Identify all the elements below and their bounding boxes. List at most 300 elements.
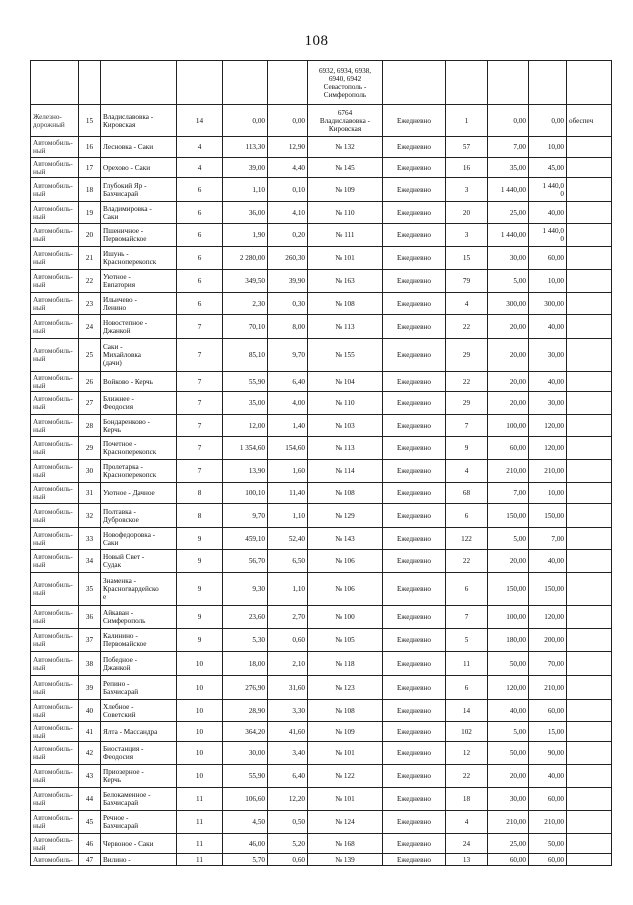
distance-cell: 10: [177, 676, 223, 700]
route-name-cell: Ближнее - Феодосия: [101, 392, 177, 415]
count-cell: 1: [446, 105, 488, 137]
count-cell: 12: [446, 742, 488, 765]
note-cell: [567, 765, 612, 788]
total-cell: 40,00: [529, 202, 567, 224]
passengers-cell: 8,00: [268, 315, 308, 339]
table-row: [31, 606, 612, 629]
note-cell: [567, 270, 612, 293]
table-row: [31, 854, 612, 866]
count-cell: 22: [446, 550, 488, 573]
table-row: [31, 270, 612, 293]
transport-type-cell: Автомобиль- ный: [31, 676, 79, 700]
fare-cell: 180,00: [488, 629, 529, 652]
cost-cell: 2 280,00: [223, 247, 268, 270]
count-cell: 16: [446, 158, 488, 178]
total-cell: 150,00: [529, 504, 567, 528]
frequency-cell: Ежедневно: [383, 224, 446, 247]
distance-cell: 10: [177, 765, 223, 788]
trip-number-cell: № 129: [308, 504, 383, 528]
passengers-cell: 9,70: [268, 339, 308, 372]
total-cell: 45,00: [529, 158, 567, 178]
cost-cell: 100,10: [223, 483, 268, 504]
total-cell: 200,00: [529, 629, 567, 652]
passengers-cell: [268, 61, 308, 105]
route-number-cell: 38: [79, 652, 101, 676]
passengers-cell: 4,00: [268, 392, 308, 415]
passengers-cell: 2,10: [268, 652, 308, 676]
cost-cell: 276,90: [223, 676, 268, 700]
note-cell: [567, 788, 612, 811]
route-number-cell: 44: [79, 788, 101, 811]
route-name-cell: Ильичево - Ленино: [101, 293, 177, 315]
passengers-cell: 0,20: [268, 224, 308, 247]
trip-number-cell: № 110: [308, 202, 383, 224]
total-cell: 1 440,0 0: [529, 178, 567, 202]
distance-cell: 7: [177, 339, 223, 372]
passengers-cell: 11,40: [268, 483, 308, 504]
note-cell: [567, 550, 612, 573]
route-name-cell: Новый Свет - Судак: [101, 550, 177, 573]
table-row: [31, 415, 612, 437]
cost-cell: 459,10: [223, 528, 268, 550]
transport-type-cell: Автомобиль- ный: [31, 202, 79, 224]
fare-cell: 20,00: [488, 765, 529, 788]
transport-type-cell: Автомобиль- ный: [31, 652, 79, 676]
frequency-cell: [383, 61, 446, 105]
frequency-cell: Ежедневно: [383, 392, 446, 415]
table-row: [31, 293, 612, 315]
note-cell: [567, 437, 612, 460]
route-name-cell: Биостанция - Феодосия: [101, 742, 177, 765]
transport-type-cell: Автомобиль- ный: [31, 504, 79, 528]
passengers-cell: 4,10: [268, 202, 308, 224]
route-number-cell: 37: [79, 629, 101, 652]
route-name-cell: Войково - Керчь: [101, 372, 177, 392]
trip-number-cell: № 101: [308, 788, 383, 811]
frequency-cell: Ежедневно: [383, 247, 446, 270]
total-cell: 50,00: [529, 834, 567, 854]
note-cell: обеспеч: [567, 105, 612, 137]
distance-cell: 10: [177, 700, 223, 722]
note-cell: [567, 415, 612, 437]
trip-number-cell: № 105: [308, 629, 383, 652]
count-cell: 6: [446, 573, 488, 606]
total-cell: 60,00: [529, 247, 567, 270]
cost-cell: 4,50: [223, 811, 268, 834]
fare-cell: [488, 61, 529, 105]
note-cell: [567, 722, 612, 742]
route-name-cell: Полтавка - Дубровское: [101, 504, 177, 528]
frequency-cell: Ежедневно: [383, 550, 446, 573]
route-name-cell: Хлебное - Советский: [101, 700, 177, 722]
passengers-cell: 260,30: [268, 247, 308, 270]
total-cell: 40,00: [529, 372, 567, 392]
route-number-cell: 24: [79, 315, 101, 339]
passengers-cell: 0,30: [268, 293, 308, 315]
fare-cell: 7,00: [488, 483, 529, 504]
routes-table-body: [31, 61, 612, 866]
frequency-cell: Ежедневно: [383, 742, 446, 765]
frequency-cell: Ежедневно: [383, 652, 446, 676]
count-cell: 29: [446, 392, 488, 415]
route-name-cell: Белокаменное - Бахчисарай: [101, 788, 177, 811]
note-cell: [567, 224, 612, 247]
frequency-cell: Ежедневно: [383, 483, 446, 504]
table-row: [31, 722, 612, 742]
trip-number-cell: № 111: [308, 224, 383, 247]
transport-type-cell: Автомобиль- ный: [31, 629, 79, 652]
route-number-cell: 16: [79, 137, 101, 158]
note-cell: [567, 854, 612, 866]
note-cell: [567, 573, 612, 606]
passengers-cell: 12,90: [268, 137, 308, 158]
cost-cell: 23,60: [223, 606, 268, 629]
trip-number-cell: № 100: [308, 606, 383, 629]
route-number-cell: 17: [79, 158, 101, 178]
fare-cell: 100,00: [488, 415, 529, 437]
fare-cell: 50,00: [488, 742, 529, 765]
note-cell: [567, 700, 612, 722]
cost-cell: 30,00: [223, 742, 268, 765]
distance-cell: 4: [177, 137, 223, 158]
route-name-cell: Почетное - Красноперекопск: [101, 437, 177, 460]
route-name-cell: Орехово - Саки: [101, 158, 177, 178]
fare-cell: 5,00: [488, 528, 529, 550]
count-cell: 24: [446, 834, 488, 854]
route-name-cell: Айкаван - Симферополь: [101, 606, 177, 629]
route-number-cell: 27: [79, 392, 101, 415]
total-cell: 10,00: [529, 270, 567, 293]
transport-type-cell: Автомобиль- ный: [31, 339, 79, 372]
transport-type-cell: Автомобиль- ный: [31, 573, 79, 606]
page-number: 108: [304, 33, 329, 49]
passengers-cell: 1,10: [268, 573, 308, 606]
trip-number-cell: № 113: [308, 315, 383, 339]
count-cell: 22: [446, 372, 488, 392]
distance-cell: 7: [177, 315, 223, 339]
count-cell: 18: [446, 788, 488, 811]
count-cell: 102: [446, 722, 488, 742]
distance-cell: 10: [177, 652, 223, 676]
distance-cell: 11: [177, 788, 223, 811]
transport-type-cell: [31, 61, 79, 105]
note-cell: [567, 61, 612, 105]
trip-number-cell: № 101: [308, 742, 383, 765]
passengers-cell: 154,60: [268, 437, 308, 460]
distance-cell: 7: [177, 372, 223, 392]
transport-type-cell: Автомобиль- ный: [31, 700, 79, 722]
note-cell: [567, 372, 612, 392]
fare-cell: 20,00: [488, 315, 529, 339]
table-row: [31, 105, 612, 137]
cost-cell: 1,90: [223, 224, 268, 247]
distance-cell: 6: [177, 202, 223, 224]
fare-cell: 0,00: [488, 105, 529, 137]
passengers-cell: 39,90: [268, 270, 308, 293]
route-number-cell: 42: [79, 742, 101, 765]
count-cell: 29: [446, 339, 488, 372]
frequency-cell: Ежедневно: [383, 811, 446, 834]
frequency-cell: Ежедневно: [383, 504, 446, 528]
route-name-cell: Уютное - Евпатория: [101, 270, 177, 293]
cost-cell: 35,00: [223, 392, 268, 415]
fare-cell: 20,00: [488, 550, 529, 573]
transport-type-cell: Автомобиль-: [31, 854, 79, 866]
cost-cell: 18,00: [223, 652, 268, 676]
cost-cell: 349,50: [223, 270, 268, 293]
route-name-cell: Владиславовка - Кировская: [101, 105, 177, 137]
table-row: [31, 528, 612, 550]
passengers-cell: 41,60: [268, 722, 308, 742]
fare-cell: 1 440,00: [488, 178, 529, 202]
fare-cell: 7,00: [488, 137, 529, 158]
trip-number-cell: № 163: [308, 270, 383, 293]
route-name-cell: Речное - Бахчисарай: [101, 811, 177, 834]
transport-type-cell: Автомобиль- ный: [31, 137, 79, 158]
count-cell: 4: [446, 293, 488, 315]
table-row: [31, 483, 612, 504]
fare-cell: 25,00: [488, 202, 529, 224]
cost-cell: 5,70: [223, 854, 268, 866]
count-cell: 68: [446, 483, 488, 504]
route-number-cell: 46: [79, 834, 101, 854]
count-cell: 7: [446, 415, 488, 437]
frequency-cell: Ежедневно: [383, 676, 446, 700]
route-number-cell: 21: [79, 247, 101, 270]
distance-cell: 11: [177, 854, 223, 866]
distance-cell: 11: [177, 834, 223, 854]
cost-cell: 46,00: [223, 834, 268, 854]
frequency-cell: Ежедневно: [383, 460, 446, 483]
fare-cell: 120,00: [488, 676, 529, 700]
transport-type-cell: Автомобиль- ный: [31, 437, 79, 460]
table-row: [31, 437, 612, 460]
total-cell: [529, 61, 567, 105]
table-row: [31, 158, 612, 178]
count-cell: 13: [446, 854, 488, 866]
note-cell: [567, 178, 612, 202]
route-number-cell: 31: [79, 483, 101, 504]
total-cell: 120,00: [529, 415, 567, 437]
note-cell: [567, 202, 612, 224]
distance-cell: 8: [177, 483, 223, 504]
note-cell: [567, 629, 612, 652]
cost-cell: 36,00: [223, 202, 268, 224]
route-name-cell: Победное - Джанкой: [101, 652, 177, 676]
note-cell: [567, 811, 612, 834]
cost-cell: 55,90: [223, 765, 268, 788]
count-cell: 6: [446, 676, 488, 700]
trip-number-cell: № 108: [308, 293, 383, 315]
frequency-cell: Ежедневно: [383, 270, 446, 293]
cost-cell: 9,30: [223, 573, 268, 606]
trip-number-cell: № 114: [308, 460, 383, 483]
count-cell: 79: [446, 270, 488, 293]
total-cell: 300,00: [529, 293, 567, 315]
trip-number-cell: № 108: [308, 700, 383, 722]
route-number-cell: 33: [79, 528, 101, 550]
route-name-cell: Пролетарка - Красноперекопск: [101, 460, 177, 483]
count-cell: 15: [446, 247, 488, 270]
fare-cell: 20,00: [488, 372, 529, 392]
fare-cell: 5,00: [488, 722, 529, 742]
route-name-cell: Бондаренково - Керчь: [101, 415, 177, 437]
cost-cell: 12,00: [223, 415, 268, 437]
transport-type-cell: Автомобиль- ный: [31, 415, 79, 437]
fare-cell: 60,00: [488, 437, 529, 460]
transport-type-cell: Автомобиль- ный: [31, 270, 79, 293]
distance-cell: 9: [177, 629, 223, 652]
cost-cell: 364,20: [223, 722, 268, 742]
trip-number-cell: № 109: [308, 178, 383, 202]
fare-cell: 210,00: [488, 811, 529, 834]
passengers-cell: 0,60: [268, 629, 308, 652]
count-cell: 4: [446, 460, 488, 483]
count-cell: 3: [446, 178, 488, 202]
transport-type-cell: Автомобиль- ный: [31, 483, 79, 504]
count-cell: 22: [446, 315, 488, 339]
table-row: [31, 247, 612, 270]
route-name-cell: Глубокий Яр - Бахчисарай: [101, 178, 177, 202]
distance-cell: 6: [177, 178, 223, 202]
transport-type-cell: Автомобиль- ный: [31, 315, 79, 339]
route-name-cell: Владимировка - Саки: [101, 202, 177, 224]
route-number-cell: [79, 61, 101, 105]
trip-number-cell: № 118: [308, 652, 383, 676]
table-row: [31, 460, 612, 483]
fare-cell: 25,00: [488, 834, 529, 854]
trip-number-cell: № 106: [308, 550, 383, 573]
frequency-cell: Ежедневно: [383, 765, 446, 788]
fare-cell: 60,00: [488, 854, 529, 866]
frequency-cell: Ежедневно: [383, 700, 446, 722]
route-name-cell: Знаменка - Красногвардейско е: [101, 573, 177, 606]
route-number-cell: 15: [79, 105, 101, 137]
table-row: [31, 504, 612, 528]
passengers-cell: 0,50: [268, 811, 308, 834]
transport-type-cell: Автомобиль- ный: [31, 247, 79, 270]
frequency-cell: Ежедневно: [383, 528, 446, 550]
trip-number-cell: № 108: [308, 483, 383, 504]
passengers-cell: 12,20: [268, 788, 308, 811]
route-number-cell: 25: [79, 339, 101, 372]
distance-cell: 14: [177, 105, 223, 137]
distance-cell: 7: [177, 460, 223, 483]
passengers-cell: 6,40: [268, 765, 308, 788]
transport-type-cell: Автомобиль- ный: [31, 722, 79, 742]
passengers-cell: 0,00: [268, 105, 308, 137]
frequency-cell: Ежедневно: [383, 178, 446, 202]
cost-cell: 56,70: [223, 550, 268, 573]
distance-cell: 6: [177, 270, 223, 293]
table-row: [31, 315, 612, 339]
frequency-cell: Ежедневно: [383, 629, 446, 652]
transport-type-cell: Автомобиль- ный: [31, 293, 79, 315]
trip-number-cell: № 113: [308, 437, 383, 460]
transport-type-cell: Автомобиль- ный: [31, 606, 79, 629]
trip-number-cell: № 139: [308, 854, 383, 866]
frequency-cell: Ежедневно: [383, 788, 446, 811]
trip-number-cell: № 109: [308, 722, 383, 742]
table-row: [31, 61, 612, 105]
count-cell: 11: [446, 652, 488, 676]
count-cell: 6: [446, 504, 488, 528]
trip-number-cell: № 155: [308, 339, 383, 372]
frequency-cell: Ежедневно: [383, 137, 446, 158]
passengers-cell: 6,40: [268, 372, 308, 392]
fare-cell: 150,00: [488, 504, 529, 528]
frequency-cell: Ежедневно: [383, 339, 446, 372]
cost-cell: 5,30: [223, 629, 268, 652]
route-number-cell: 20: [79, 224, 101, 247]
distance-cell: 9: [177, 606, 223, 629]
cost-cell: 1 354,60: [223, 437, 268, 460]
frequency-cell: Ежедневно: [383, 202, 446, 224]
frequency-cell: Ежедневно: [383, 722, 446, 742]
total-cell: 0,00: [529, 105, 567, 137]
transport-type-cell: Автомобиль- ный: [31, 765, 79, 788]
total-cell: 40,00: [529, 765, 567, 788]
frequency-cell: Ежедневно: [383, 854, 446, 866]
distance-cell: 9: [177, 550, 223, 573]
fare-cell: 20,00: [488, 392, 529, 415]
distance-cell: 9: [177, 528, 223, 550]
route-number-cell: 22: [79, 270, 101, 293]
total-cell: 90,00: [529, 742, 567, 765]
fare-cell: 1 440,00: [488, 224, 529, 247]
note-cell: [567, 483, 612, 504]
trip-number-cell: № 124: [308, 811, 383, 834]
count-cell: 20: [446, 202, 488, 224]
route-number-cell: 18: [79, 178, 101, 202]
cost-cell: 39,00: [223, 158, 268, 178]
total-cell: 210,00: [529, 460, 567, 483]
total-cell: 1 440,0 0: [529, 224, 567, 247]
table-row: [31, 765, 612, 788]
route-number-cell: 29: [79, 437, 101, 460]
trip-number-cell: № 132: [308, 137, 383, 158]
note-cell: [567, 392, 612, 415]
count-cell: 7: [446, 606, 488, 629]
note-cell: [567, 460, 612, 483]
note-cell: [567, 528, 612, 550]
fare-cell: 30,00: [488, 788, 529, 811]
total-cell: 150,00: [529, 573, 567, 606]
total-cell: 210,00: [529, 811, 567, 834]
cost-cell: 2,30: [223, 293, 268, 315]
route-number-cell: 19: [79, 202, 101, 224]
count-cell: 9: [446, 437, 488, 460]
passengers-cell: 1,10: [268, 504, 308, 528]
total-cell: 70,00: [529, 652, 567, 676]
route-name-cell: [101, 61, 177, 105]
route-number-cell: 40: [79, 700, 101, 722]
frequency-cell: Ежедневно: [383, 437, 446, 460]
passengers-cell: 3,30: [268, 700, 308, 722]
transport-type-cell: Автомобиль- ный: [31, 392, 79, 415]
cost-cell: 55,90: [223, 372, 268, 392]
distance-cell: 6: [177, 224, 223, 247]
trip-number-cell: № 122: [308, 765, 383, 788]
total-cell: 60,00: [529, 700, 567, 722]
route-number-cell: 30: [79, 460, 101, 483]
transport-type-cell: Автомобиль- ный: [31, 811, 79, 834]
total-cell: 15,00: [529, 722, 567, 742]
total-cell: 40,00: [529, 315, 567, 339]
cost-cell: 9,70: [223, 504, 268, 528]
transport-type-cell: Автомобиль- ный: [31, 178, 79, 202]
frequency-cell: Ежедневно: [383, 315, 446, 339]
